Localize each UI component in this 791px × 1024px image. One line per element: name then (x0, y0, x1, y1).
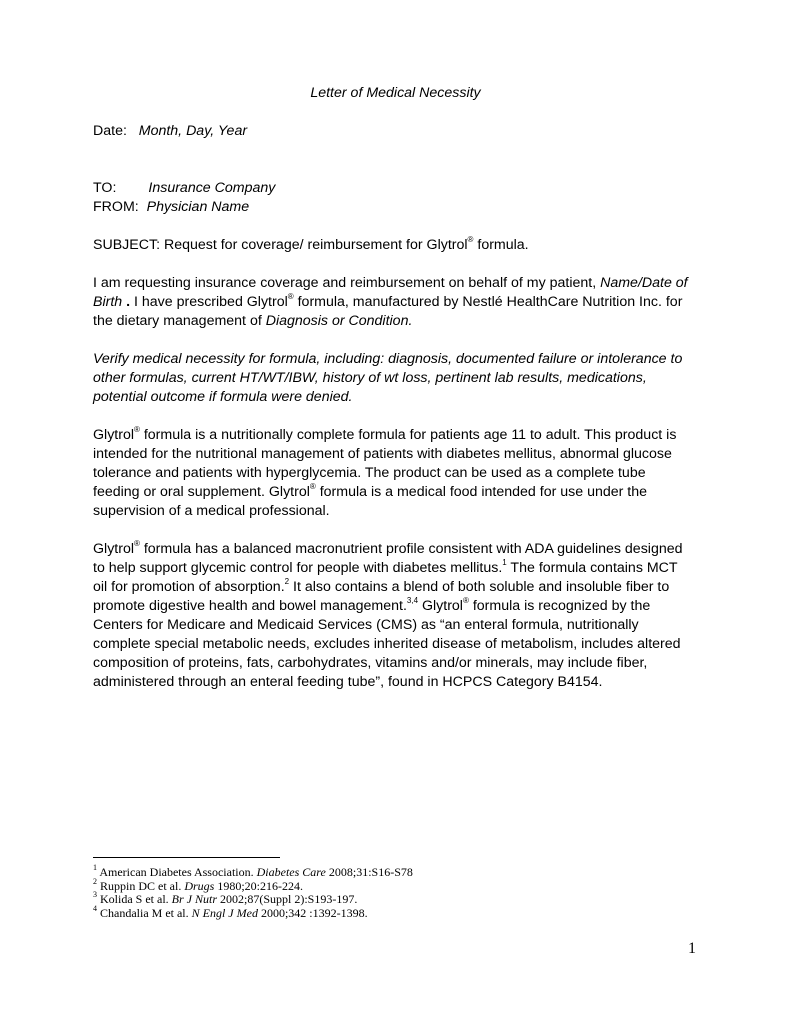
footnote-number: 3 (93, 890, 97, 899)
product-description-paragraph (93, 426, 703, 521)
footnote-text: Chandalia M et al. (97, 905, 192, 920)
registered-mark: ® (287, 292, 294, 302)
verify-paragraph: Verify medical necessity for formula, including: diagnosis, documented failure or intolerance to other formulas, current HT/WT/IBW, history of wt loss, pertinent lab results, medications, potential outcome if formula were denied. (93, 351, 683, 405)
subject-prefix: SUBJECT: Request for coverage/ reimbursement for Glytrol (93, 237, 468, 253)
footnote-divider (93, 857, 280, 858)
para1-text-e: the dietary management of (93, 313, 266, 329)
footnote-2 (93, 876, 304, 894)
registered-mark: ® (467, 235, 474, 245)
to-label: TO: (93, 180, 117, 196)
para4-text-f: formula is recognized by the Centers for Medicare and Medicaid Services (CMS) as “an enteral formula, nutritionally complete special metabolic needs, excludes inherited disease of metabolism, includes altered composition of proteins, fats, carbohydrates, vitamins and/or minerals, may include fiber, administered through an enteral feeding tube”, found in HCPCS Category B4154. (93, 598, 681, 690)
para1-text-a: I am requesting insurance coverage and reimbursement on behalf of my patient, (93, 275, 601, 291)
subject-suffix: formula. (473, 237, 529, 253)
footnote-4 (93, 903, 368, 921)
para4-text-d: It also contains a blend of both soluble and insoluble fiber to promote digestive health and bowel management. (93, 579, 670, 614)
to-value: Insurance Company (148, 180, 276, 196)
footnote-text: American Diabetes Association. (97, 865, 257, 879)
from-value: Physician Name (146, 199, 250, 215)
para4-text-e: Glytrol (418, 598, 463, 614)
para1-text-c: I have prescribed Glytrol (134, 294, 288, 310)
date-line (93, 122, 247, 141)
footnote-citation: 2000;342 :1392-1398. (257, 905, 368, 920)
para4-text-c: The formula contains MCT oil for promotion of absorption. (93, 560, 678, 595)
registered-mark: ® (134, 425, 140, 435)
to-line (93, 179, 275, 198)
diagnosis-placeholder: Diagnosis or Condition. (265, 313, 413, 329)
from-line (93, 198, 249, 217)
footnote-citation: 1980;20:216-224. (214, 878, 304, 893)
footnote-3 (93, 890, 358, 907)
para1-text-d: formula, manufactured by Nestlé HealthCare Nutrition Inc. for (293, 294, 683, 310)
footnote-number: 1 (93, 863, 97, 872)
footnote-journal: Br J Nutr (171, 892, 217, 906)
footnote-1 (93, 863, 413, 880)
date-value: Month, Day, Year (138, 123, 248, 139)
footnote-number: 4 (93, 903, 97, 913)
footnote-ref-2: 2 (284, 577, 290, 587)
footnote-citation: 2002;87(Suppl 2):S193-197. (217, 892, 358, 906)
para1-line2 (93, 293, 682, 312)
para3-text-b: formula is a nutritionally complete formula for patients age 11 to adult. This product is intended for the nutritional management of patients with diabetes mellitus, abnormal glucose tolerance and patients with hyperglycemia. The product can be used as a complete tube feeding or oral supplement. Glytrol (93, 427, 677, 500)
para3-text-c: formula is a medical food intended for use under the supervision of a medical professional. (93, 484, 648, 519)
footnote-citation: 2008;31:S16-S78 (325, 865, 413, 879)
patient-name-placeholder: Name/Date of (600, 275, 688, 291)
para4-text-a: Glytrol (93, 541, 134, 557)
footnote-ref-1: 1 (502, 558, 507, 568)
subject-line (93, 236, 529, 255)
para3-text-a: Glytrol (93, 427, 134, 443)
from-label: FROM: (93, 199, 139, 215)
registered-mark: ® (462, 596, 469, 606)
page-title: Letter of Medical Necessity (310, 85, 481, 101)
page-number: 1 (688, 940, 696, 957)
footnote-journal: Drugs (184, 878, 215, 893)
footnote-text: Kolida S et al. (97, 892, 172, 906)
footnote-number: 2 (93, 876, 97, 886)
footnote-ref-3-4: 3,4 (406, 596, 419, 606)
para1-line3 (93, 312, 412, 331)
footnote-journal: Diabetes Care (256, 865, 326, 879)
patient-dob-placeholder: Birth (93, 294, 123, 310)
para4-text-b: formula has a balanced macronutrient profile consistent with ADA guidelines designed to help support glycemic control for people with diabetes mellitus. (93, 541, 683, 576)
registered-mark: ® (134, 539, 140, 549)
para1-period: . (122, 294, 134, 310)
registered-mark: ® (309, 482, 316, 492)
macronutrient-paragraph (93, 540, 703, 692)
footnote-text: Ruppin DC et al. (97, 878, 185, 893)
para1-line1 (93, 274, 688, 293)
footnote-journal: N Engl J Med (191, 905, 258, 920)
date-label: Date: (93, 123, 127, 139)
